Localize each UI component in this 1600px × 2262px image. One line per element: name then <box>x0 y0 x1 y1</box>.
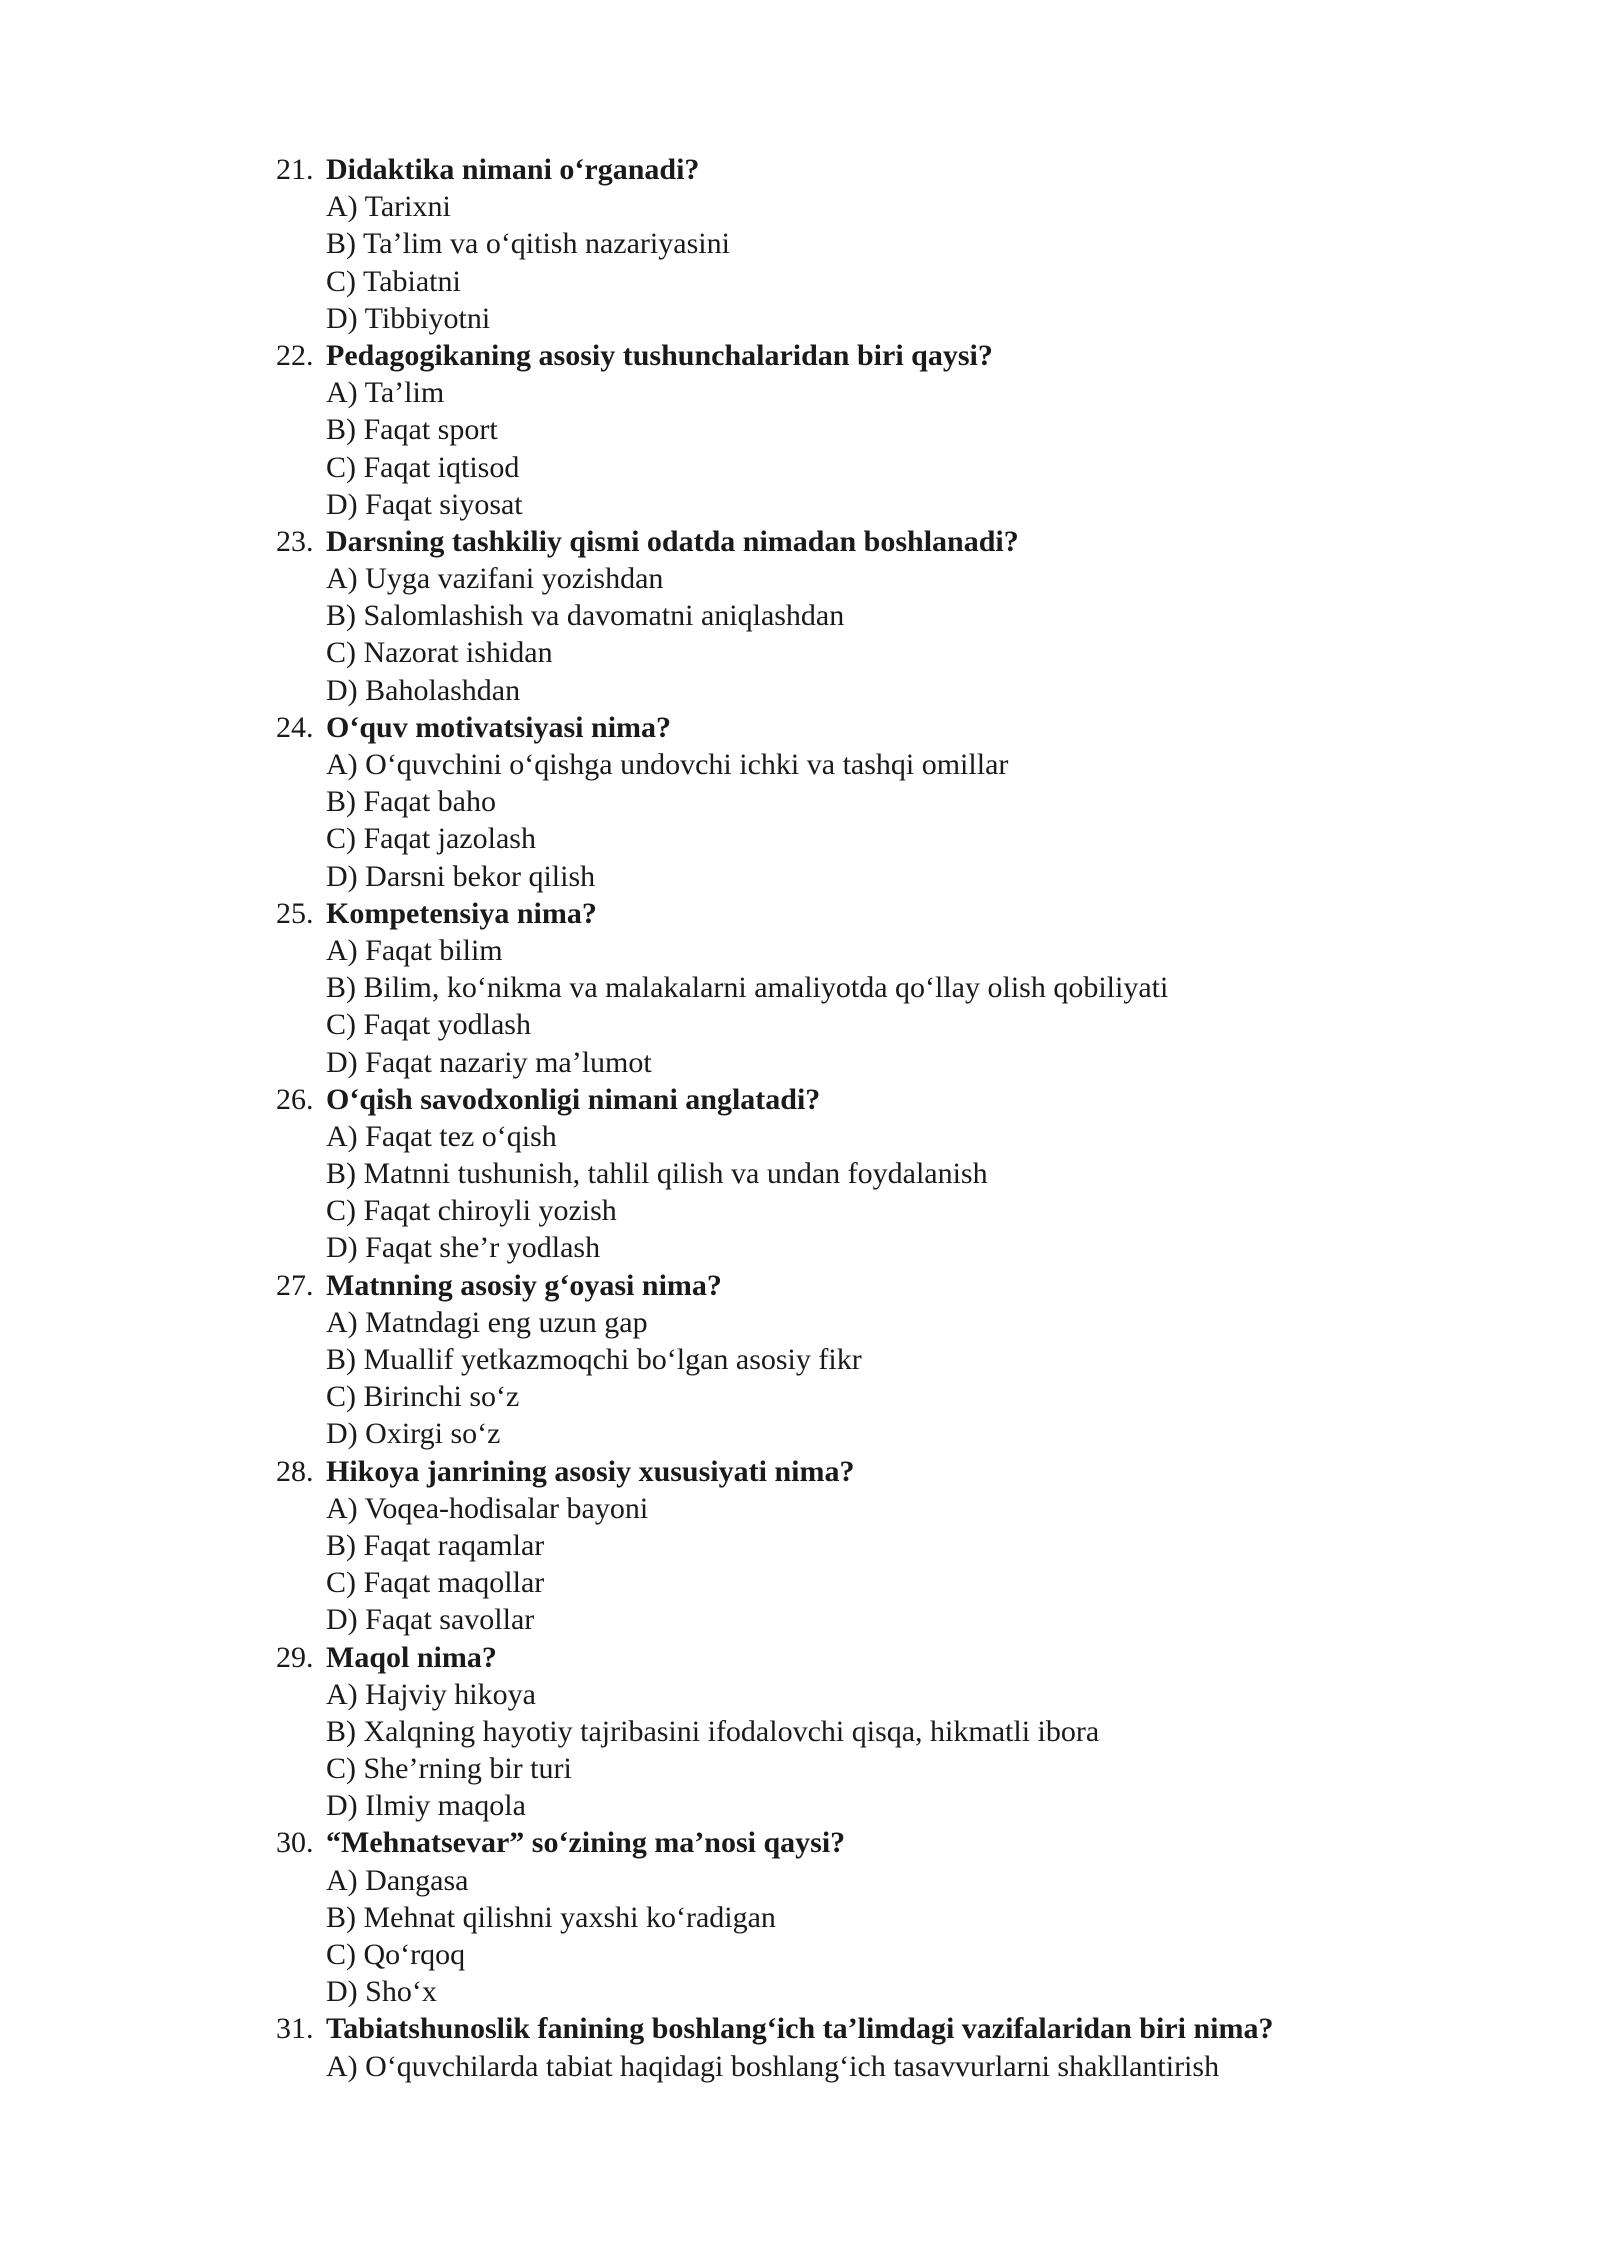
question-heading <box>276 1824 1476 1861</box>
question-heading <box>276 151 1476 188</box>
question-text: Kompetensiya nima? <box>326 896 597 930</box>
question-number: 22. <box>276 338 314 372</box>
answer-option: C) Birinchi so‘z <box>326 1380 520 1414</box>
answer-option: B) Matnni tushunish, tahlil qilish va undan foydalanish <box>326 1157 988 1191</box>
answer-option: C) Faqat yodlash <box>326 1008 531 1042</box>
question-heading <box>276 2010 1476 2047</box>
answer-option: A) Faqat tez o‘qish <box>326 1119 557 1153</box>
question-heading <box>276 1267 1476 1304</box>
answer-option: A) Voqea-hodisalar bayoni <box>326 1491 649 1525</box>
answer-option: A) Hajviy hikoya <box>326 1677 536 1711</box>
answer-option: A) Uyga vazifani yozishdan <box>326 562 664 596</box>
question-text: Tabiatshunoslik fanining boshlang‘ich ta’limdagi vazifalaridan biri nima? <box>326 2012 1274 2046</box>
answer-option: B) Faqat raqamlar <box>326 1528 545 1562</box>
answer-option: D) Tibbiyotni <box>326 301 491 335</box>
question-block <box>276 895 1476 1081</box>
answer-option: C) Faqat chiroyli yozish <box>326 1194 617 1228</box>
answer-option: C) Nazorat ishidan <box>326 636 553 670</box>
answer-option: B) Bilim, ko‘nikma va malakalarni amaliyotda qo‘llay olish qobiliyati <box>326 971 1169 1005</box>
answer-option: A) Tarixni <box>326 190 451 224</box>
question-number: 21. <box>276 153 314 186</box>
answer-option: C) Faqat maqollar <box>326 1566 545 1600</box>
answer-option: C) Faqat iqtisod <box>326 450 520 484</box>
question-text: Hikoya janrining asosiy xususiyati nima? <box>326 1454 855 1488</box>
answer-option: A) Faqat bilim <box>326 933 503 967</box>
question-block <box>276 151 1476 337</box>
answer-option: D) Baholashdan <box>326 673 521 707</box>
question-heading <box>276 895 1476 932</box>
answer-option: C) Qo‘rqoq <box>326 1938 466 1971</box>
question-heading <box>276 337 1476 374</box>
question-block <box>276 523 1476 709</box>
question-block <box>276 1824 1476 2010</box>
answer-option: A) Ta’lim <box>326 376 445 410</box>
question-text: O‘qish savodxonligi nimani anglatadi? <box>326 1082 821 1116</box>
question-number: 26. <box>276 1082 314 1116</box>
answer-option: D) Darsni bekor qilish <box>326 859 596 893</box>
answer-option: D) Sho‘x <box>326 1975 437 2009</box>
question-block <box>276 1639 1476 1825</box>
answer-option: A) Dangasa <box>326 1863 469 1897</box>
question-heading <box>276 1453 1476 1490</box>
question-number: 24. <box>276 710 314 744</box>
answer-option: D) Oxirgi so‘z <box>326 1417 501 1451</box>
answer-option: B) Mehnat qilishni yaxshi ko‘radigan <box>326 1900 776 1934</box>
answer-option: C) Faqat jazolash <box>326 822 536 856</box>
question-text: “Mehnatsevar” so‘zining ma’nosi qaysi? <box>326 1826 846 1860</box>
answer-option: D) Faqat she’r yodlash <box>326 1231 601 1265</box>
question-block <box>276 1081 1476 1267</box>
question-text: O‘quv motivatsiyasi nima? <box>326 710 672 744</box>
question-text: Darsning tashkiliy qismi odatda nimadan boshlanadi? <box>326 524 1019 558</box>
answer-option: B) Xalqning hayotiy tajribasini ifodalovchi qisqa, hikmatli ibora <box>326 1714 1100 1748</box>
answer-option: A) O‘quvchilarda tabiat haqidagi boshlang‘ich tasavvurlarni shakllantirish <box>326 2049 1220 2083</box>
answer-option: B) Ta’lim va o‘qitish nazariyasini <box>326 227 730 261</box>
question-block <box>276 2010 1476 2084</box>
answer-option: B) Faqat baho <box>326 785 496 819</box>
question-number: 25. <box>276 896 314 930</box>
question-heading <box>276 1081 1476 1118</box>
question-list <box>276 151 1476 2085</box>
question-number: 31. <box>276 2012 314 2046</box>
answer-option: B) Faqat sport <box>326 413 498 447</box>
question-block <box>276 337 1476 523</box>
question-text: Didaktika nimani o‘rganadi? <box>326 153 700 186</box>
answer-option: B) Salomlashish va davomatni aniqlashdan <box>326 599 845 633</box>
question-heading <box>276 1639 1476 1676</box>
answer-option: A) Matndagi eng uzun gap <box>326 1305 648 1339</box>
question-heading <box>276 709 1476 746</box>
question-block <box>276 1267 1476 1453</box>
question-text: Maqol nima? <box>326 1640 497 1674</box>
answer-option: D) Faqat savollar <box>326 1603 535 1637</box>
question-number: 28. <box>276 1454 314 1488</box>
question-number: 23. <box>276 524 314 558</box>
answer-option: C) Tabiatni <box>326 264 461 298</box>
answer-option: D) Faqat nazariy ma’lumot <box>326 1045 652 1079</box>
question-number: 29. <box>276 1640 314 1674</box>
question-text: Pedagogikaning asosiy tushunchalaridan biri qaysi? <box>326 338 993 372</box>
answer-option: C) She’rning bir turi <box>326 1752 572 1786</box>
question-block <box>276 709 1476 895</box>
answer-option: A) O‘quvchini o‘qishga undovchi ichki va tashqi omillar <box>326 748 1009 781</box>
question-number: 30. <box>276 1826 314 1860</box>
question-text: Matnning asosiy g‘oyasi nima? <box>326 1268 722 1302</box>
answer-option: D) Ilmiy maqola <box>326 1789 526 1823</box>
question-heading <box>276 523 1476 560</box>
answer-option: B) Muallif yetkazmoqchi bo‘lgan asosiy fikr <box>326 1343 862 1376</box>
answer-option: D) Faqat siyosat <box>326 487 523 521</box>
question-number: 27. <box>276 1268 314 1302</box>
question-block <box>276 1453 1476 1639</box>
